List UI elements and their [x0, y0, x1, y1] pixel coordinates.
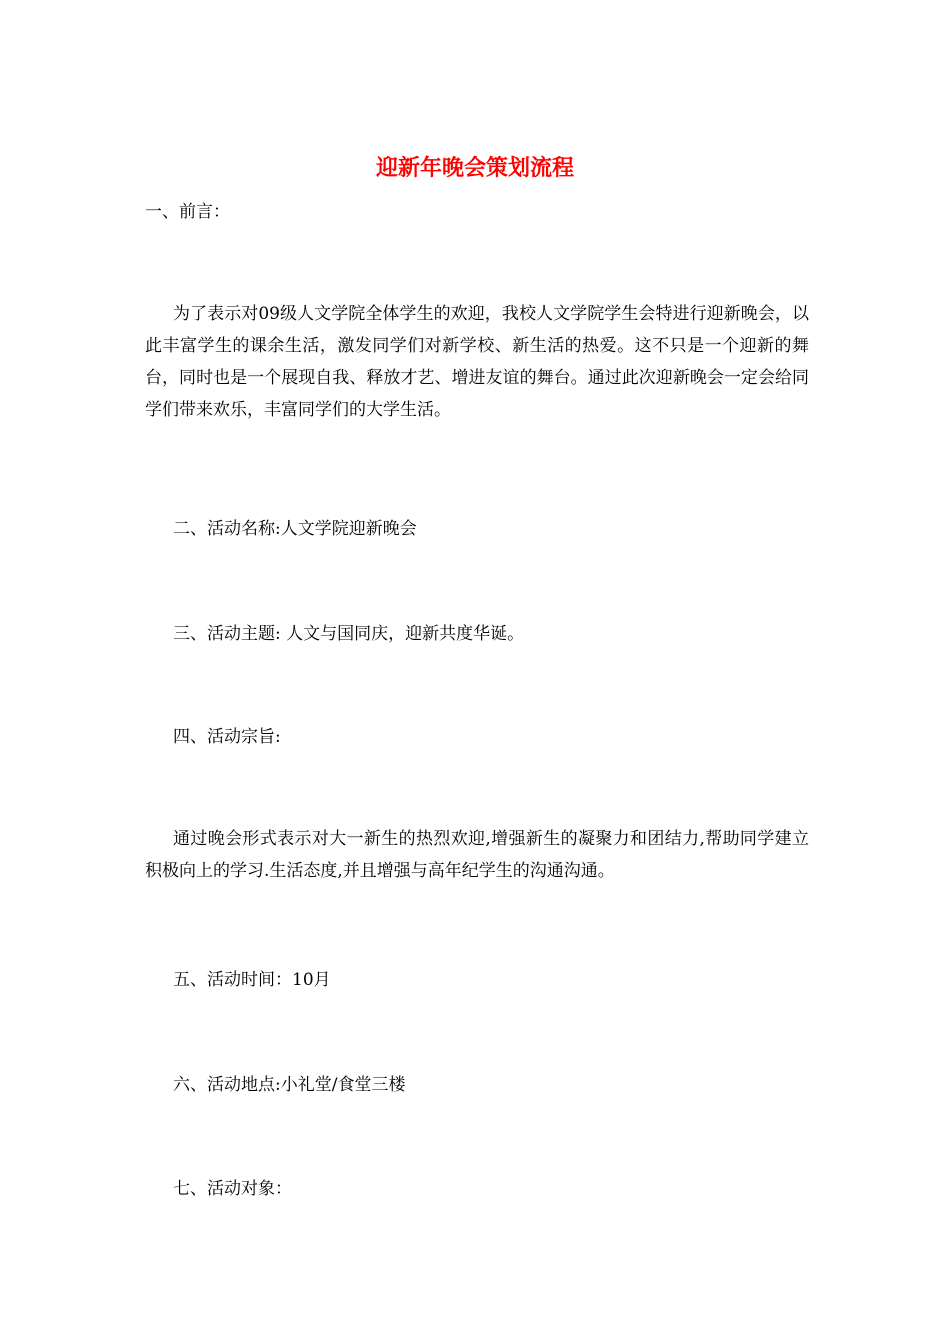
document-title: 迎新年晚会策划流程 [375, 155, 574, 181]
activity-purpose-heading: 四、活动宗旨: [173, 727, 281, 747]
activity-purpose-paragraph: 通过晚会形式表示对大一新生的热烈欢迎,增强新生的凝聚力和团结力,帮助同学建立积极向上的学习.生活态度,并且增强与高年纪学生的沟通沟通。 [145, 829, 809, 881]
activity-name-line: 二、活动名称:人文学院迎新晚会 [173, 519, 417, 539]
preface-heading: 一、前言： [145, 202, 230, 222]
activity-theme-line: 三、活动主题: 人文与国同庆，迎新共度华诞。 [173, 624, 525, 644]
activity-target-line: 七、活动对象： [173, 1179, 292, 1199]
activity-location-line: 六、活动地点:小礼堂/食堂三楼 [173, 1075, 406, 1095]
activity-time-line: 五、活动时间：10月 [173, 970, 331, 990]
preface-paragraph: 为了表示对09级人文学院全体学生的欢迎，我校人文学院学生会特进行迎新晚会，以此丰富学生的课余生活，激发同学们对新学校、新生活的热爱。这不只是一个迎新的舞台，同时也是一个展现自我、释放才艺、增进友谊的舞台。通过此次迎新晚会一定会给同学们带来欢乐，丰富同学们的大学生活。 [145, 304, 809, 420]
